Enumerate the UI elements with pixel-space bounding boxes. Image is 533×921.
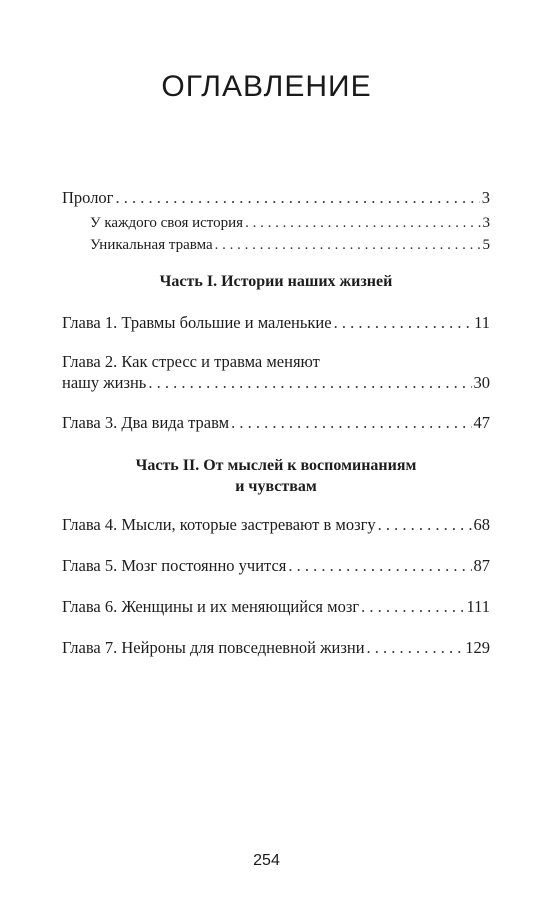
toc-entry-page: 3 [482,215,490,231]
leader-dots [245,213,480,233]
toc-entry-page: 3 [481,188,490,207]
toc-entry-chapter-1[interactable] [62,313,490,333]
toc-subentry-story[interactable] [90,213,490,233]
toc-entry-page: 87 [473,556,490,575]
toc-subentry-trauma[interactable] [90,235,490,255]
toc-entry-title: Глава 4. Мысли, которые застревают в мозгу [62,515,376,534]
toc-entry-title: Пролог [62,188,114,207]
toc-entry-page: 11 [474,313,490,332]
toc-entry-title: Глава 1. Травмы большие и маленькие [62,313,332,332]
leader-dots [334,313,473,333]
toc-entry-title: Глава 3. Два вида травм [62,413,230,432]
toc-entry-chapter-5[interactable] [62,556,490,576]
part-heading-2-line2: и чувствам [235,478,317,495]
leader-dots [288,556,471,576]
toc-entry-chapter-3[interactable] [62,413,490,433]
toc-entry-chapter-4[interactable] [62,515,490,535]
toc-entry-title: Глава 5. Мозг постоянно учится [62,556,287,575]
leader-dots [231,413,471,433]
leader-dots [378,515,472,535]
toc-entry-title: Глава 7. Нейроны для повседневной жизни [62,638,365,657]
leader-dots [148,373,471,393]
toc-entry-page: 5 [482,237,490,253]
toc-entry-prologue[interactable] [62,188,490,208]
part-heading-1: Часть I. Истории наших жизней [159,273,393,290]
toc-entry-page: 30 [473,373,490,392]
leader-dots [115,188,479,208]
toc-entry-chapter-2[interactable] [62,373,490,393]
leader-dots [367,638,464,658]
toc-entry-chapter-6[interactable] [62,597,490,617]
toc-entry-chapter-2-line1[interactable]: Глава 2. Как стресс и травма меняют [62,352,320,371]
part-heading-2-line1: Часть II. От мыслей к воспоминаниям [135,457,417,474]
toc-entry-title: Уникальная травма [90,237,213,253]
page-number: 254 [253,852,280,869]
toc-entry-title: Глава 6. Женщины и их меняющийся мозг [62,597,360,616]
toc-entry-chapter-7[interactable] [62,638,490,658]
toc-entry-page: 111 [466,597,490,616]
toc-entry-title: нашу жизнь [62,373,147,392]
toc-entry-page: 47 [473,413,490,432]
leader-dots [361,597,464,617]
toc-entry-title: У каждого своя история [90,215,244,231]
toc-entry-page: 129 [465,638,490,657]
page-title: ОГЛАВЛЕНИЕ [161,70,372,103]
leader-dots [215,235,481,255]
toc-entry-page: 68 [473,515,490,534]
